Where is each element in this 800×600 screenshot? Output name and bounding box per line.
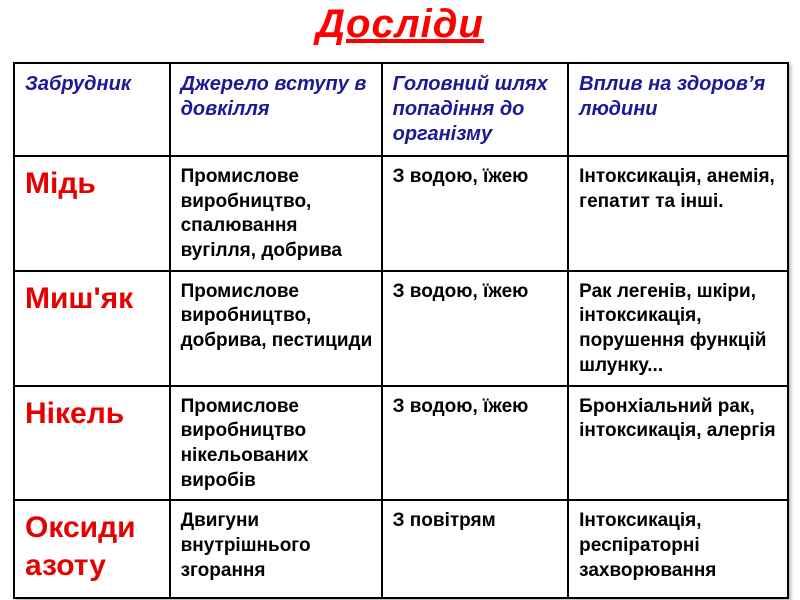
header-effect: Вплив на здоров’я людини — [568, 63, 788, 156]
pollutant-source: Промислове виробництво, спалювання вугілля, добрива — [170, 156, 382, 271]
pollutant-effect: Інтоксикація, анемія, гепатит та інші. — [568, 156, 788, 271]
pollutant-path: З водою, їжею — [382, 271, 569, 386]
header-path: Головний шлях попадіння до організму — [382, 63, 569, 156]
table-row-copper — [14, 156, 788, 271]
pollutant-path: З водою, їжею — [382, 156, 569, 271]
table-header — [14, 63, 788, 156]
pollutant-source: Промислове виробництво нікельованих виробів — [170, 386, 382, 501]
pollutant-effect: Бронхіальний рак, інтоксикація, алергія — [568, 386, 788, 501]
pollutant-source: Промислове виробництво, добрива, пестициди — [170, 271, 382, 386]
header-row — [14, 63, 788, 156]
pollutant-effect: Рак легенів, шкіри, інтоксикація, порушення функцій шлунку... — [568, 271, 788, 386]
pollutant-name: Миш'як — [14, 271, 170, 386]
table-body — [14, 156, 788, 598]
pollutant-path: З повітрям — [382, 500, 569, 598]
pollutant-source: Двигуни внутрішнього згорання — [170, 500, 382, 598]
table-row-arsenic — [14, 271, 788, 386]
pollutant-name: Оксиди азоту — [14, 500, 170, 598]
header-pollutant: Забрудник — [14, 63, 170, 156]
page-title: Досліди — [316, 2, 484, 46]
pollutant-path: З водою, їжею — [382, 386, 569, 501]
pollutant-effect: Інтоксикація, респіраторні захворювання — [568, 500, 788, 598]
pollutant-name: Мідь — [14, 156, 170, 271]
pollutants-table — [13, 62, 789, 599]
header-source: Джерело вступу в довкілля — [170, 63, 382, 156]
pollutant-name: Нікель — [14, 386, 170, 501]
table-row-nitrogen-oxides — [14, 500, 788, 598]
table-row-nickel — [14, 386, 788, 501]
